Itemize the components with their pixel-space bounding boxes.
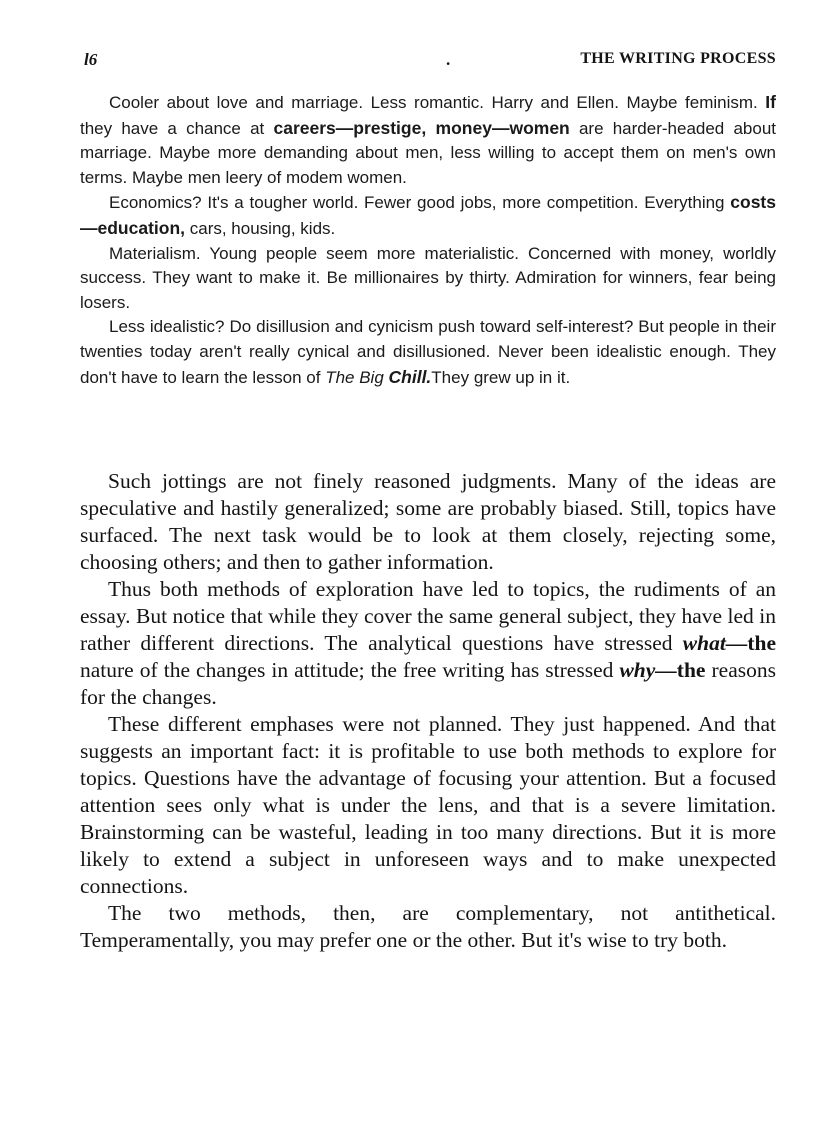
jotting-paragraph-3: Materialism. Young people seem more materialistic. Concerned with money, worldly success. They want to make it. Be millionaires by thirty. Admiration for winners, fear being losers. [80,243,776,312]
jotting-paragraph-4: Less idealistic? Do disillusion and cynicism push toward self-interest? But people in their twenties today aren't really cynical and disillusioned. Never been idealistic enough. They don't have to learn the lesson of The Big Chill.They grew up in it. [80,317,776,387]
essay-paragraph-4: The two methods, then, are complementary, not antithetical. Temperamentally, you may prefer one or the other. But it's wise to try both. [80,901,776,952]
essay-paragraph-1: Such jottings are not finely reasoned judgments. Many of the ideas are speculative and hastily generalized; some are probably biased. Still, topics have surfaced. The next task would be to look at them closely, rejecting some, choosing others; and then to gather information. [80,469,776,574]
jotting-paragraph-2: Economics? It's a tougher world. Fewer good jobs, more competition. Everything costs—education, cars, housing, kids. [80,192,776,238]
header-separator: . [446,50,451,69]
essay-paragraph-2: Thus both methods of exploration have led to topics, the rudiments of an essay. But notice that while they cover the same general subject, they have led in rather different directions. The analytical questions have stressed what—the nature of the changes in attitude; the free writing has stressed why—the reasons for the changes. [80,577,776,709]
essay-paragraph-3: These different emphases were not planned. They just happened. And that suggests an important fact: it is profitable to use both methods to explore for topics. Questions have the advantage of focusing your attention. But a focused attention sees only what is under the lens, and that is a severe limitation. Brainstorming can be wasteful, leading in too many directions. But it is more likely to extend a subject in unforeseen ways and to make unexpected connections. [80,712,776,898]
jotting-paragraph-1: Cooler about love and marriage. Less romantic. Harry and Ellen. Maybe feminism. If they have a chance at careers—prestige, money—women are harder-headed about marriage. Maybe more demanding about men, less willing to accept them on men's own terms. Maybe men leery of modem women. [80,92,777,187]
free-writing-jottings [80,90,776,390]
running-title: THE WRITING PROCESS [580,50,776,67]
essay-body [80,468,776,954]
running-header [80,50,776,74]
page-number: l6 [84,50,98,69]
film-title: The Big Chill. [325,366,432,387]
